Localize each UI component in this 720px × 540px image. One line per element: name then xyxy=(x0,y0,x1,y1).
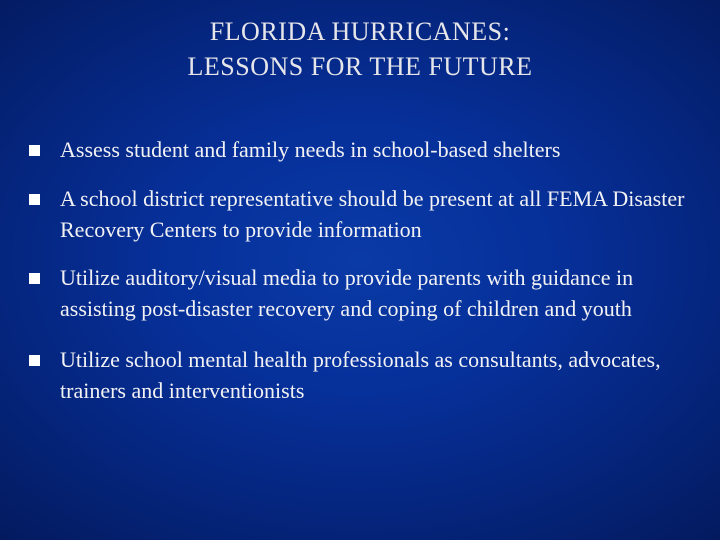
square-bullet-icon xyxy=(29,355,40,366)
square-bullet-icon xyxy=(29,273,40,284)
slide-title-line-2: LESSONS FOR THE FUTURE xyxy=(187,52,533,81)
square-bullet-icon xyxy=(29,145,40,156)
square-bullet-icon xyxy=(29,194,40,205)
bullet-text: Utilize school mental health professionals as consultants, advocates, trainers and interventionists xyxy=(60,347,661,403)
bullet-text: Utilize auditory/visual media to provide parents with guidance in assisting post-disaster recovery and coping of children and youth xyxy=(60,265,634,321)
bullet-text: A school district representative should be present at all FEMA Disaster Recovery Centers to provide information xyxy=(60,186,685,242)
slide-title xyxy=(40,14,680,84)
bullet-item xyxy=(26,262,702,324)
slide-title-line-1: FLORIDA HURRICANES: xyxy=(209,17,511,46)
bullet-text: Assess student and family needs in school-based shelters xyxy=(60,137,561,162)
bullet-item xyxy=(26,344,702,406)
bullet-item xyxy=(26,183,702,245)
bullet-item xyxy=(26,134,702,165)
bullet-list xyxy=(26,134,702,424)
